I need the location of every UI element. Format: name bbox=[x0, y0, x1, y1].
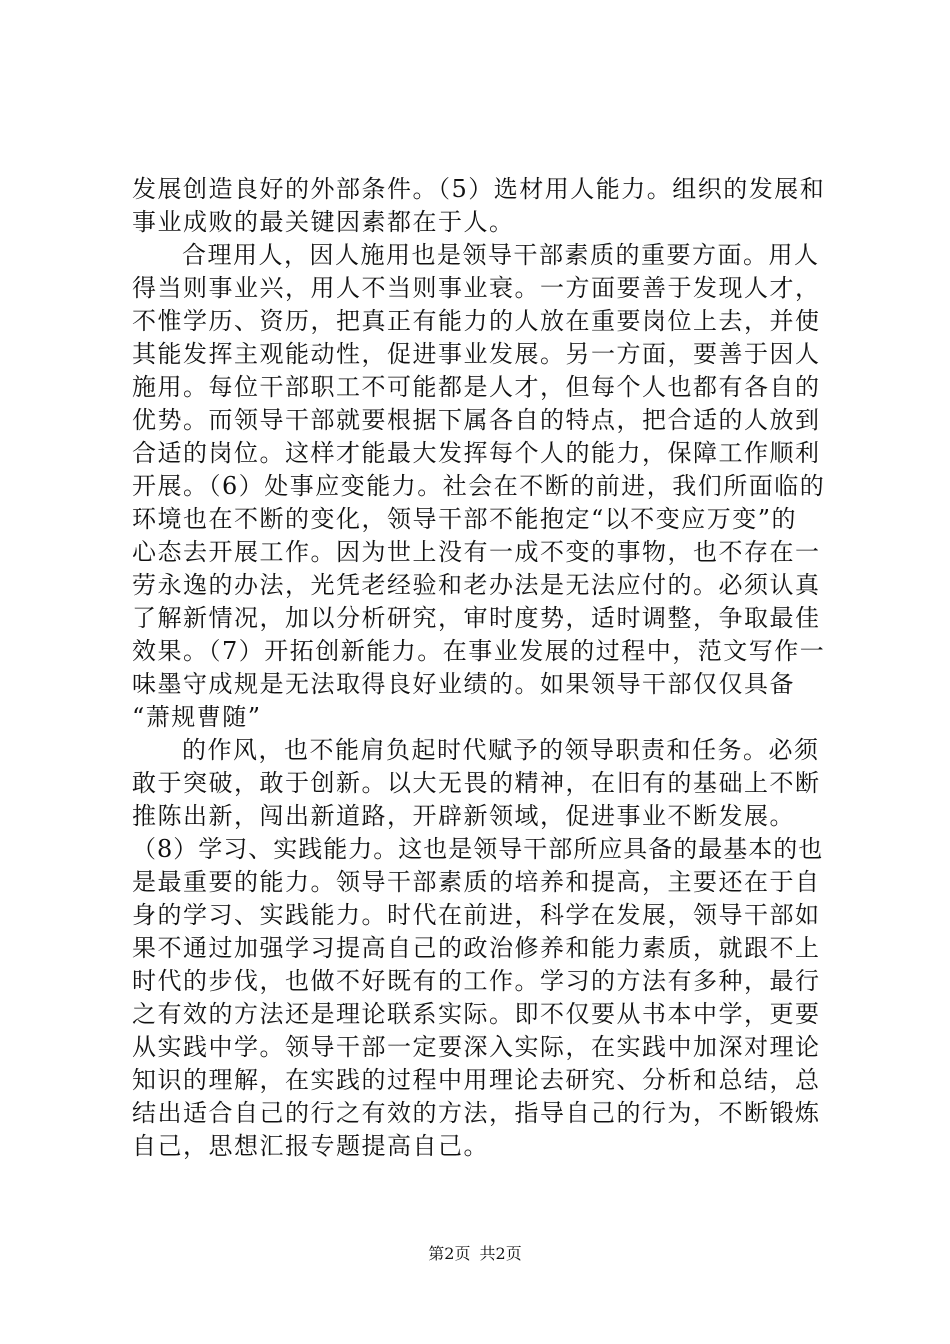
text-line: 之有效的方法还是理论联系实际。即不仅要从书本中学，更要 bbox=[132, 1000, 821, 1028]
text-line: “萧规曹随” bbox=[132, 703, 262, 731]
page-total: 共2页 bbox=[479, 1244, 522, 1263]
text-line: 开展。（6）处事应变能力。社会在不断的前进，我们所面临的 bbox=[132, 472, 826, 500]
text-line: 结出适合自己的行之有效的方法，指导自己的行为，不断锻炼 bbox=[132, 1099, 821, 1127]
text-line: 合适的岗位。这样才能最大发挥每个人的能力，保障工作顺利 bbox=[132, 439, 821, 467]
text-line: 推陈出新，闯出新道路，开辟新领域，促进事业不断发展。 bbox=[132, 802, 795, 830]
text-line: 施用。每位干部职工不可能都是人才，但每个人也都有各自的 bbox=[132, 373, 821, 401]
text-line: 身的学习、实践能力。时代在前进，科学在发展，领导干部如 bbox=[132, 901, 821, 929]
text-line: 的作风，也不能肩负起时代赋予的领导职责和任务。必须 bbox=[182, 736, 820, 764]
text-line: 发展创造良好的外部条件。（5）选材用人能力。组织的发展和 bbox=[132, 175, 826, 203]
text-line: 从实践中学。领导干部一定要深入实际，在实践中加深对理论 bbox=[132, 1033, 821, 1061]
text-line: （8）学习、实践能力。这也是领导干部所应具备的最基本的也 bbox=[132, 835, 824, 863]
text-line: 环境也在不断的变化，领导干部不能抱定“以不变应万变”的 bbox=[132, 505, 798, 533]
text-line: 了解新情况，加以分析研究，审时度势，适时调整，争取最佳 bbox=[132, 604, 821, 632]
text-line: 劳永逸的办法，光凭老经验和老办法是无法应付的。必须认真 bbox=[132, 571, 821, 599]
text-line: 时代的步伐，也做不好既有的工作。学习的方法有多种，最行 bbox=[132, 967, 821, 995]
text-line: 敢于突破，敢于创新。以大无畏的精神，在旧有的基础上不断 bbox=[132, 769, 821, 797]
text-line: 不惟学历、资历，把真正有能力的人放在重要岗位上去，并使 bbox=[132, 307, 821, 335]
text-line: 味墨守成规是无法取得良好业绩的。如果领导干部仅仅具备 bbox=[132, 670, 795, 698]
page-number: 第2页 bbox=[428, 1244, 471, 1263]
text-line: 事业成败的最关键因素都在于人。 bbox=[132, 208, 515, 236]
text-line: 优势。而领导干部就要根据下属各自的特点，把合适的人放到 bbox=[132, 406, 821, 434]
text-line: 其能发挥主观能动性，促进事业发展。另一方面，要善于因人 bbox=[132, 340, 821, 368]
text-line: 知识的理解，在实践的过程中用理论去研究、分析和总结，总 bbox=[132, 1066, 821, 1094]
text-line: 是最重要的能力。领导干部素质的培养和提高，主要还在于自 bbox=[132, 868, 821, 896]
text-line: 合理用人，因人施用也是领导干部素质的重要方面。用人 bbox=[182, 241, 820, 269]
text-line: 得当则事业兴，用人不当则事业衰。一方面要善于发现人才， bbox=[132, 274, 821, 302]
text-line: 心态去开展工作。因为世上没有一成不变的事物，也不存在一 bbox=[132, 538, 821, 566]
text-line: 自己，思想汇报专题提高自己。 bbox=[132, 1132, 489, 1160]
text-line: 效果。（7）开拓创新能力。在事业发展的过程中，范文写作一 bbox=[132, 637, 826, 665]
text-line: 果不通过加强学习提高自己的政治修养和能力素质，就跟不上 bbox=[132, 934, 821, 962]
page-footer bbox=[0, 1244, 950, 1264]
document-body bbox=[132, 173, 824, 1163]
